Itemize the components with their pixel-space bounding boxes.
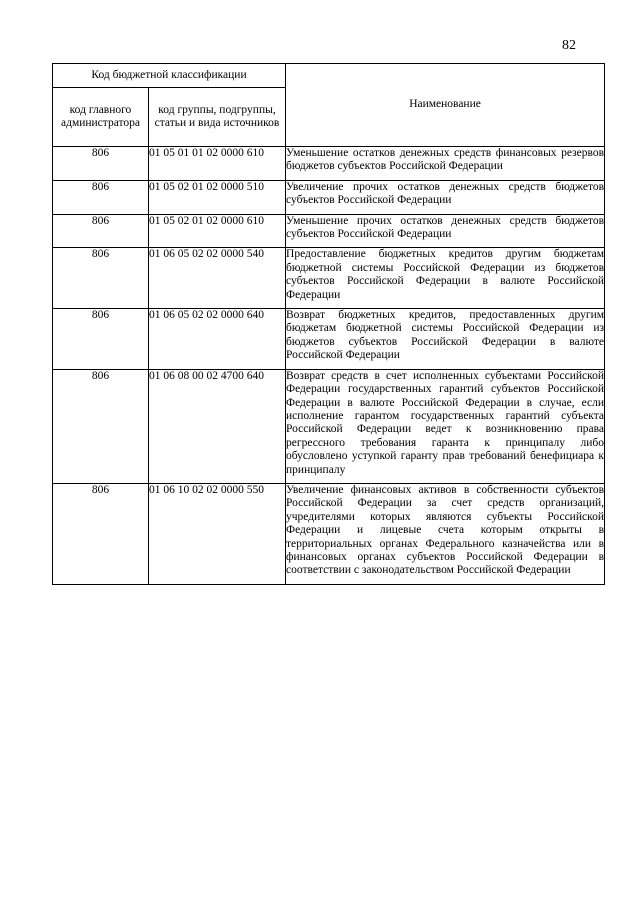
name-cell: Уменьшение остатков денежных средств финансовых резервов бюджетов субъектов Российской Федерации xyxy=(286,147,605,181)
header-name: Наименование xyxy=(286,64,605,147)
source-code-cell: 01 06 08 00 02 4700 640 xyxy=(149,369,286,483)
admin-code-cell: 806 xyxy=(53,248,149,309)
source-code-cell: 01 05 01 01 02 0000 610 xyxy=(149,147,286,181)
name-cell: Увеличение финансовых активов в собственности субъектов Российской Федерации за счет средств организаций, учредителями которых являются субъекты Российской Федерации и лицевые счета которым открыты в территориальных органах Федерального казначейства или в финансовых органах субъектов Российской Федерации в соответствии с законодательством Российской Федерации xyxy=(286,483,605,584)
table-row xyxy=(53,483,605,584)
table-row xyxy=(53,248,605,309)
admin-code-cell: 806 xyxy=(53,309,149,370)
source-code-cell: 01 05 02 01 02 0000 610 xyxy=(149,214,286,248)
admin-code-cell: 806 xyxy=(53,180,149,214)
source-code-cell: 01 06 10 02 02 0000 550 xyxy=(149,483,286,584)
name-cell: Предоставление бюджетных кредитов другим бюджетам бюджетной системы Российской Федерации из бюджетов субъектов Российской Федерации в валюте Российской Федерации xyxy=(286,248,605,309)
table-row xyxy=(53,180,605,214)
table-row xyxy=(53,309,605,370)
budget-classification-table xyxy=(52,63,605,585)
table-row xyxy=(53,147,605,181)
admin-code-cell: 806 xyxy=(53,214,149,248)
admin-code-cell: 806 xyxy=(53,483,149,584)
page-number: 82 xyxy=(562,38,576,53)
header-admin-code: код главного администратора xyxy=(53,88,149,147)
name-cell: Возврат средств в счет исполненных субъектами Российской Федерации государственных гарантий субъектов Российской Федерации в валюте Российской Федерации в случае, если исполнение гарантом государственных гарантий субъекта Российской Федерации ведет к возникновению права регрессного требования гаранта к принципалу либо обусловлено уступкой гаранту прав требований бенефициара к принципалу xyxy=(286,369,605,483)
table-row xyxy=(53,369,605,483)
name-cell: Возврат бюджетных кредитов, предоставленных другим бюджетам бюджетной системы Российской Федерации из бюджетов субъектов Российской Федерации в валюте Российской Федерации xyxy=(286,309,605,370)
admin-code-cell: 806 xyxy=(53,369,149,483)
header-source-code: код группы, подгруппы, статьи и вида источников xyxy=(149,88,286,147)
name-cell: Уменьшение прочих остатков денежных средств бюджетов субъектов Российской Федерации xyxy=(286,214,605,248)
header-classification-group: Код бюджетной классификации xyxy=(53,64,286,88)
source-code-cell: 01 06 05 02 02 0000 640 xyxy=(149,309,286,370)
source-code-cell: 01 06 05 02 02 0000 540 xyxy=(149,248,286,309)
source-code-cell: 01 05 02 01 02 0000 510 xyxy=(149,180,286,214)
name-cell: Увеличение прочих остатков денежных средств бюджетов субъектов Российской Федерации xyxy=(286,180,605,214)
admin-code-cell: 806 xyxy=(53,147,149,181)
table-row xyxy=(53,214,605,248)
